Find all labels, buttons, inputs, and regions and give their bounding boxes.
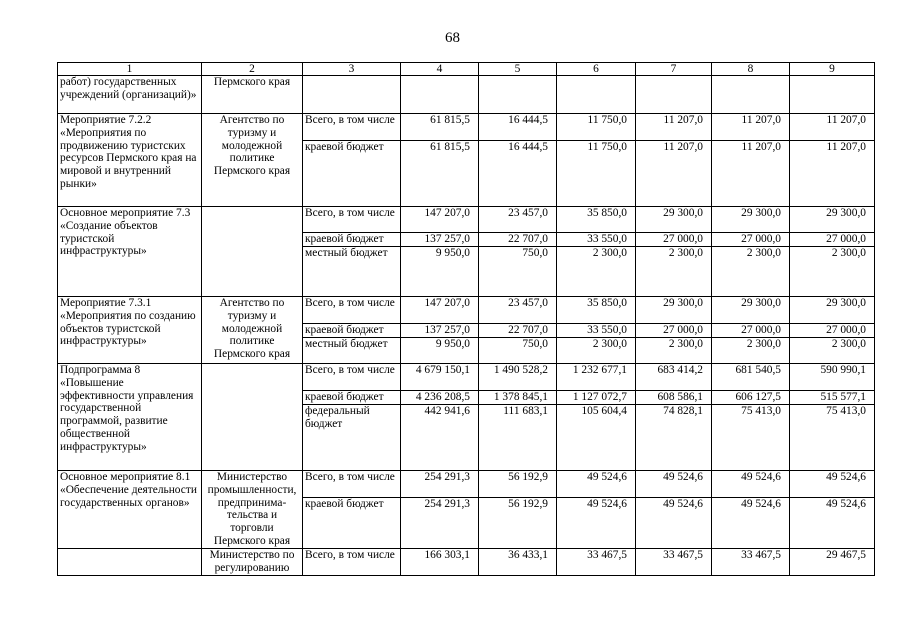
value-cell: 49 524,6 (712, 471, 790, 498)
value-cell: 608 586,1 (636, 391, 712, 405)
source-cell: краевой бюджет (303, 324, 401, 338)
value-cell: 49 524,6 (636, 498, 712, 549)
measure-name: Основное мероприятие 8.1 «Обеспечение деятельности государственных органов» (58, 471, 202, 549)
value-cell: 33 467,5 (712, 549, 790, 576)
source-cell: местный бюджет (303, 338, 401, 364)
value-cell: 105 604,4 (557, 405, 636, 471)
header-cell: 5 (479, 63, 557, 76)
value-cell: 33 467,5 (557, 549, 636, 576)
value-cell: 49 524,6 (636, 471, 712, 498)
value-cell: 27 000,0 (636, 324, 712, 338)
executor (202, 207, 303, 297)
value-cell: 11 207,0 (636, 141, 712, 207)
value-cell: 75 413,0 (712, 405, 790, 471)
source-cell: краевой бюджет (303, 498, 401, 549)
value-cell: 33 550,0 (557, 233, 636, 247)
header-cell: 4 (401, 63, 479, 76)
page-number: 68 (445, 30, 460, 46)
value-cell: 74 828,1 (636, 405, 712, 471)
header-cell: 1 (58, 63, 202, 76)
value-cell: 22 707,0 (479, 233, 557, 247)
value-cell: 49 524,6 (557, 498, 636, 549)
header-cell: 8 (712, 63, 790, 76)
value-cell: 35 850,0 (557, 207, 636, 233)
value-cell: 2 300,0 (790, 338, 875, 364)
executor: Агентство по туризму и молодежной политике Пермского края (202, 297, 303, 364)
value-cell: 11 207,0 (790, 114, 875, 141)
value-cell: 49 524,6 (712, 498, 790, 549)
value-cell: 590 990,1 (790, 364, 875, 391)
value-cell: 442 941,6 (401, 405, 479, 471)
value-cell: 11 207,0 (790, 141, 875, 207)
source-cell: Всего, в том числе (303, 471, 401, 498)
header-cell: 7 (636, 63, 712, 76)
value-cell: 27 000,0 (790, 324, 875, 338)
source-cell: краевой бюджет (303, 141, 401, 207)
value-cell: 29 300,0 (712, 207, 790, 233)
executor: Агентство по туризму и молодежной политике Пермского края (202, 114, 303, 207)
value-cell: 11 750,0 (557, 141, 636, 207)
value-cell: 2 300,0 (636, 338, 712, 364)
value-cell: 2 300,0 (790, 247, 875, 297)
value-cell: 515 577,1 (790, 391, 875, 405)
value-cell: 36 433,1 (479, 549, 557, 576)
value-cell: 27 000,0 (712, 233, 790, 247)
value-cell: 2 300,0 (712, 247, 790, 297)
measure-name: Подпрограмма 8 «Повышение эффективности управления государственной программой, развитие общественной инфраструктуры» (58, 364, 202, 471)
executor: Министерство по регулированию (202, 549, 303, 576)
value-cell: 11 207,0 (712, 141, 790, 207)
value-cell: 254 291,3 (401, 498, 479, 549)
value-cell: 2 300,0 (712, 338, 790, 364)
value-cell: 147 207,0 (401, 297, 479, 324)
value-cell: 23 457,0 (479, 207, 557, 233)
value-cell: 11 750,0 (557, 114, 636, 141)
value-cell: 9 950,0 (401, 338, 479, 364)
value-cell: 33 467,5 (636, 549, 712, 576)
value-cell: 750,0 (479, 338, 557, 364)
value-cell: 750,0 (479, 247, 557, 297)
value-cell: 61 815,5 (401, 114, 479, 141)
header-cell: 3 (303, 63, 401, 76)
value-cell: 4 236 208,5 (401, 391, 479, 405)
value-cell: 29 300,0 (790, 207, 875, 233)
table-header-row (58, 63, 875, 76)
source-cell: Всего, в том числе (303, 114, 401, 141)
value-cell: 2 300,0 (557, 247, 636, 297)
value-cell: 29 300,0 (636, 207, 712, 233)
value-cell: 11 207,0 (712, 114, 790, 141)
header-cell: 6 (557, 63, 636, 76)
value-cell: 1 232 677,1 (557, 364, 636, 391)
value-cell: 2 300,0 (636, 247, 712, 297)
value-cell: 23 457,0 (479, 297, 557, 324)
measure-name: Основное мероприятие 7.3 «Создание объектов туристской инфраструктуры» (58, 207, 202, 297)
source-cell: Всего, в том числе (303, 364, 401, 391)
value-cell: 4 679 150,1 (401, 364, 479, 391)
value-cell: 16 444,5 (479, 141, 557, 207)
value-cell: 49 524,6 (790, 498, 875, 549)
value-cell: 35 850,0 (557, 297, 636, 324)
value-cell: 75 413,0 (790, 405, 875, 471)
value-cell: 1 490 528,2 (479, 364, 557, 391)
executor: Министерство промышленности, предпринима-тельства и торговли Пермского края (202, 471, 303, 549)
value-cell: 254 291,3 (401, 471, 479, 498)
value-cell: 29 300,0 (790, 297, 875, 324)
value-cell: 33 550,0 (557, 324, 636, 338)
measure-name: Мероприятие 7.3.1 «Мероприятия по созданию объектов туристской инфраструктуры» (58, 297, 202, 364)
value-cell: 166 303,1 (401, 549, 479, 576)
value-cell: 29 300,0 (712, 297, 790, 324)
value-cell: 56 192,9 (479, 498, 557, 549)
value-cell: 49 524,6 (557, 471, 636, 498)
value-cell: 137 257,0 (401, 324, 479, 338)
header-cell: 9 (790, 63, 875, 76)
source-cell: краевой бюджет (303, 233, 401, 247)
value-cell: 29 467,5 (790, 549, 875, 576)
table-row (58, 297, 875, 324)
value-cell: 1 378 845,1 (479, 391, 557, 405)
value-cell: 2 300,0 (557, 338, 636, 364)
table-row (58, 549, 875, 576)
source-cell: федеральный бюджет (303, 405, 401, 471)
table-row (58, 471, 875, 498)
source-cell: Всего, в том числе (303, 549, 401, 576)
value-cell: 147 207,0 (401, 207, 479, 233)
budget-table (57, 62, 875, 576)
executor: Пермского края (202, 76, 303, 114)
table-row (58, 207, 875, 233)
value-cell: 9 950,0 (401, 247, 479, 297)
value-cell: 11 207,0 (636, 114, 712, 141)
measure-name: Мероприятие 7.2.2 «Мероприятия по продвижению туристских ресурсов Пермского края на мировой и внутренний рынки» (58, 114, 202, 207)
value-cell: 681 540,5 (712, 364, 790, 391)
value-cell: 61 815,5 (401, 141, 479, 207)
value-cell: 1 127 072,7 (557, 391, 636, 405)
executor (202, 364, 303, 471)
header-cell: 2 (202, 63, 303, 76)
table-row (58, 364, 875, 391)
value-cell: 16 444,5 (479, 114, 557, 141)
source-cell: Всего, в том числе (303, 297, 401, 324)
value-cell: 49 524,6 (790, 471, 875, 498)
measure-name: работ) государственных учреждений (организаций)» (58, 76, 202, 114)
value-cell: 27 000,0 (636, 233, 712, 247)
table-row (58, 114, 875, 141)
value-cell: 29 300,0 (636, 297, 712, 324)
value-cell: 27 000,0 (712, 324, 790, 338)
table-row (58, 76, 875, 114)
source-cell: местный бюджет (303, 247, 401, 297)
source-cell: Всего, в том числе (303, 207, 401, 233)
value-cell: 606 127,5 (712, 391, 790, 405)
value-cell: 56 192,9 (479, 471, 557, 498)
value-cell: 683 414,2 (636, 364, 712, 391)
value-cell: 27 000,0 (790, 233, 875, 247)
value-cell: 111 683,1 (479, 405, 557, 471)
value-cell: 137 257,0 (401, 233, 479, 247)
value-cell: 22 707,0 (479, 324, 557, 338)
source-cell: краевой бюджет (303, 391, 401, 405)
